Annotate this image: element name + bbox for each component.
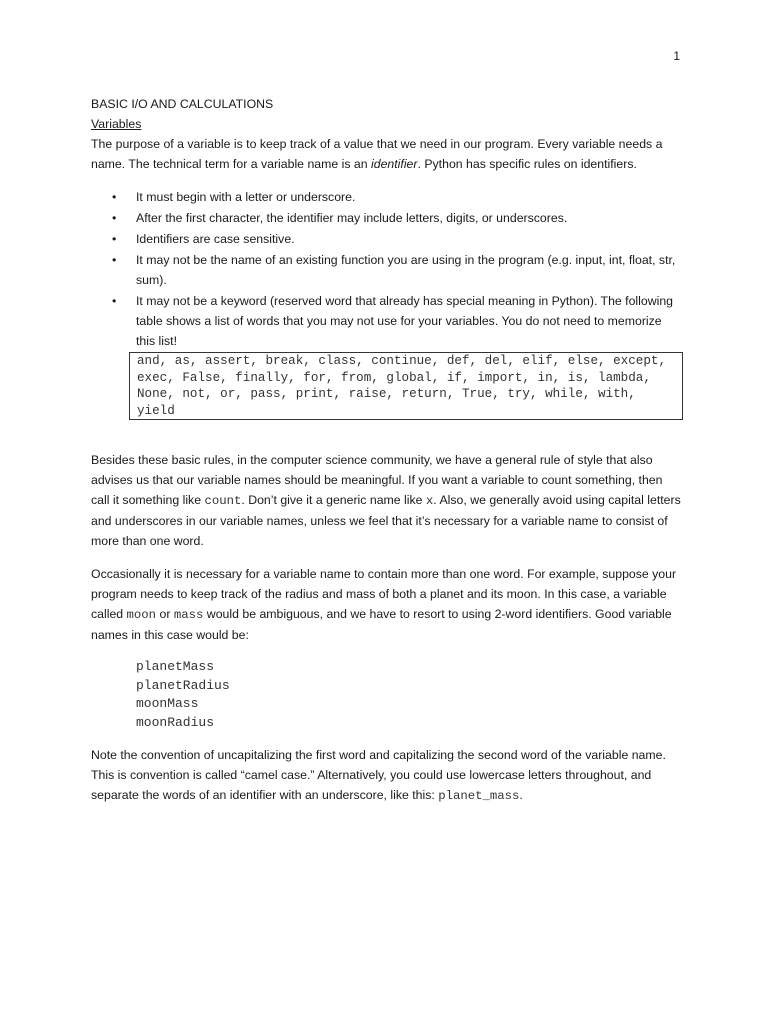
intro-paragraph — [91, 134, 683, 174]
identifier-rules-list — [91, 187, 683, 351]
rule-item: • After the first character, the identifier may include letters, digits, or underscores. — [136, 208, 683, 228]
document-title: BASIC I/O AND CALCULATIONS — [91, 97, 274, 111]
code-moon: moon — [126, 608, 157, 622]
multiword-text-1: Occasionally it is necessary for a variable name to contain more than one word. For example, suppose your program needs to keep track of the radius and mass of both a planet and its moon. In this case, a variable called — [91, 567, 677, 621]
intro-text-2: . Python has specific rules on identifiers. — [417, 157, 637, 171]
camel-text-2: . — [519, 788, 523, 802]
rule-item: • It may not be the name of an existing function you are using in the program (e.g. input, int, float, str, sum). — [136, 250, 683, 290]
reserved-keywords-box: and, as, assert, break, class, continue, def, del, elif, else, except, exec, False, finally, for, from, global, if, import, in, is, lambda, None, not, or, pass, print, raise, return, True, try, while, with, yield — [129, 352, 683, 420]
page-number: 1 — [673, 49, 680, 63]
rule-item: • Identifiers are case sensitive. — [136, 229, 683, 249]
identifier-term: identifier — [371, 157, 418, 171]
example-identifiers-list — [136, 658, 683, 732]
camel-text-1: Note the convention of uncapitalizing the first word and capitalizing the second word of the variable name. This is convention is called “camel case.” Alternatively, you could use lowercase letters throughout, and separate the words of an identifier with an underscore, like this: — [91, 748, 666, 802]
example-identifier: planetMass — [136, 659, 215, 674]
multiword-text-3: would be ambiguous, and we have to resort to using 2-word identifiers. Good variable names in this case would be: — [91, 607, 672, 642]
style-text-1: Besides these basic rules, in the computer science community, we have a general rule of style that also advises us that our variable names should be meaningful. If you want a variable to count something, then call it something like — [91, 453, 663, 507]
example-identifier: moonMass — [136, 696, 199, 711]
example-identifier: moonRadius — [136, 714, 215, 730]
rule-item: • It may not be a keyword (reserved word that already has special meaning in Python). The following table shows a list of words that you may not use for your variables. You do not need to memorize this list! — [136, 291, 683, 351]
section-heading: Variables — [91, 117, 142, 131]
code-mass: mass — [173, 608, 204, 622]
code-x: x — [425, 494, 434, 508]
multiword-text-2: or — [156, 607, 174, 621]
style-text-2: . Don’t give it a generic name like — [241, 493, 426, 507]
code-planet-mass: planet_mass — [438, 789, 520, 803]
style-rule-paragraph — [91, 450, 683, 551]
example-identifier: planetRadius — [136, 677, 230, 693]
page-content — [91, 94, 683, 806]
code-count: count — [204, 494, 242, 508]
multiword-paragraph — [91, 564, 683, 645]
camel-case-paragraph — [91, 745, 683, 806]
intro-text-1: The purpose of a variable is to keep track of a value that we need in our program. Every variable needs a name. The technical term for a variable name is an — [91, 137, 663, 171]
style-text-3: . Also, we generally avoid using capital letters and underscores in our variable names, unless we feel that it’s necessary for a variable name to consist of more than one word. — [91, 493, 681, 548]
rule-item: • It must begin with a letter or underscore. — [136, 187, 683, 207]
